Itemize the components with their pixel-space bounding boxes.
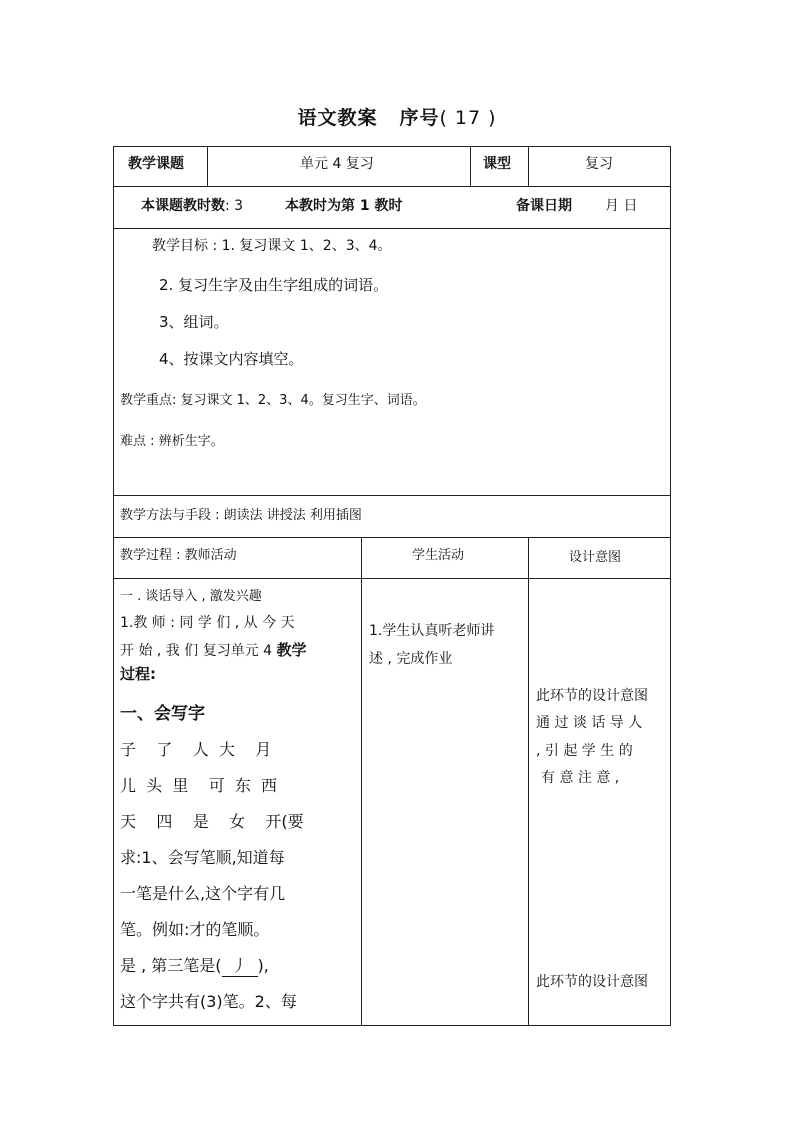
key-points: 教学重点: 复习课文 1、2、3、4。复习生字、词语。	[120, 393, 426, 408]
student-line-1: 1.学生认真听老师讲	[369, 623, 495, 639]
design-header: 设计意图	[569, 550, 622, 565]
teacher-line-9: 求:1、会写笔顺,知道每	[120, 848, 285, 867]
teacher-header: 教学过程 : 教师活动	[120, 548, 237, 563]
process-body-row	[114, 579, 670, 1025]
topic-value: 单元 4 复习	[300, 156, 374, 172]
goal-line-4: 4、按课文内容填空。	[159, 350, 304, 368]
student-header-cell	[362, 538, 529, 578]
teacher-line-3-text: 开 始 , 我 们 复习单元 4	[120, 643, 277, 659]
goal-line-2: 2. 复习生字及由生字组成的词语。	[159, 276, 389, 294]
goal-line-3: 3、组词。	[159, 313, 229, 331]
title-main: 语文教案	[297, 107, 378, 129]
teacher-activity-cell	[114, 579, 362, 1025]
topic-label-cell	[114, 147, 208, 186]
teacher-line-12	[120, 953, 269, 977]
student-line-2: 述 , 完成作业	[369, 651, 453, 667]
hours-value: : 3	[225, 198, 244, 214]
stroke-answer: 丿	[222, 953, 258, 977]
section-heading: 一、会写字	[120, 704, 205, 724]
hours-info	[141, 195, 243, 215]
teacher-header-cell	[114, 538, 362, 578]
teacher-line-1: 一 . 谈话导入 , 激发兴趣	[120, 589, 262, 604]
hours-label: 本课题教时数	[141, 198, 225, 214]
topic-value-cell	[208, 147, 471, 186]
difficulty: 难点 : 辨析生字。	[120, 434, 224, 449]
methods-row	[114, 496, 670, 538]
teacher-line-2: 1.教 师 : 同 学 们 , 从 今 天	[120, 615, 295, 631]
type-value-cell	[529, 147, 670, 186]
design-line-1: 此环节的设计意图	[536, 688, 648, 704]
document-title	[0, 103, 794, 130]
chars-line-1: 子 了 人 大 月	[120, 740, 272, 759]
design-line-5: 此环节的设计意图	[536, 974, 648, 990]
title-seq-label: 序号	[399, 107, 440, 129]
teacher-line-12-start: 是 , 第三笔是(	[120, 956, 222, 975]
date-value: 月 日	[605, 198, 638, 214]
teacher-line-12-end: ),	[257, 956, 269, 975]
process-header-row	[114, 538, 670, 579]
teacher-line-11: 笔。例如:才的笔顺。	[120, 920, 270, 939]
student-activity-cell	[362, 579, 529, 1025]
hours-row	[114, 187, 670, 229]
type-label: 课型	[483, 156, 511, 172]
design-intent-cell	[529, 579, 670, 1025]
design-header-cell	[529, 538, 670, 578]
lesson-plan-table	[113, 146, 671, 1026]
student-header: 学生活动	[412, 548, 465, 563]
type-value: 复习	[585, 156, 613, 172]
goal-line-1: 教学目标 : 1. 复习课文 1、2、3、4。	[152, 238, 392, 254]
chars-line-3: 天 四 是 女 开(要	[120, 812, 304, 831]
design-line-4: 有 意 注 意 ,	[541, 770, 620, 786]
design-line-2: 通 过 谈 话 导 人	[536, 715, 643, 731]
current-session: 本教时为第 1 教时	[285, 198, 403, 214]
teacher-line-3	[120, 639, 307, 660]
teacher-line-13: 这个字共有(3)笔。2、每	[120, 992, 297, 1011]
teacher-line-3-bold: 教学	[276, 641, 307, 659]
design-line-3: , 引 起 学 生 的	[536, 743, 633, 759]
title-seq-value: ( 17 )	[439, 107, 497, 129]
type-label-cell	[471, 147, 529, 186]
topic-row	[114, 147, 670, 187]
methods: 教学方法与手段 : 朗读法 讲授法 利用插图	[120, 508, 362, 523]
teacher-line-10: 一笔是什么,这个字有几	[120, 884, 286, 903]
topic-label: 教学课题	[128, 156, 184, 172]
date-label: 备课日期	[516, 198, 572, 214]
chars-line-2: 儿 头 里 可 东 西	[120, 776, 278, 795]
teacher-line-4: 过程:	[120, 665, 156, 683]
goals-row	[114, 229, 670, 496]
